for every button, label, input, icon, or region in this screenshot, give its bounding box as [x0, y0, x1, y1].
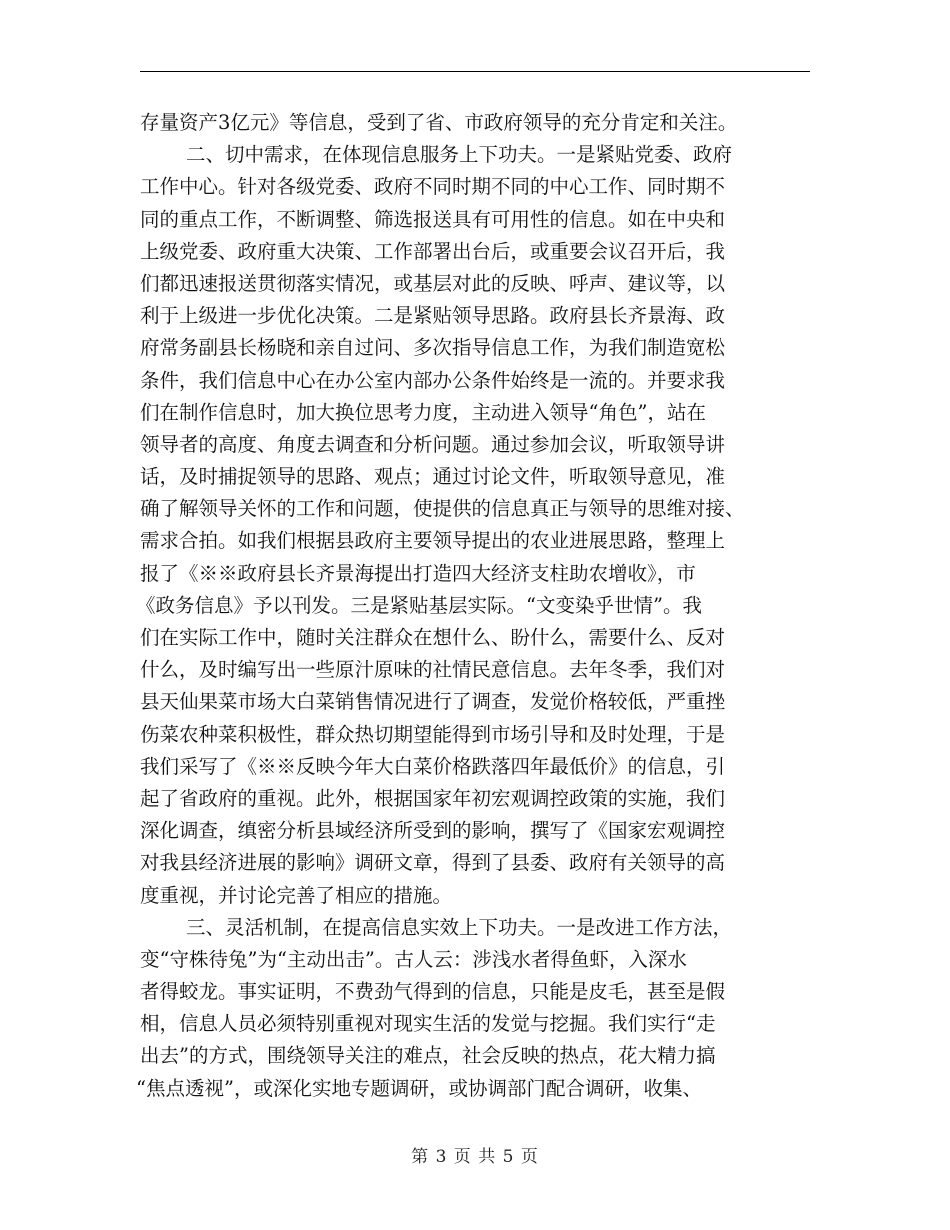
- text-line: 上级党委、政府重大决策、工作部署出台后，或重要会议召开后，我: [140, 239, 726, 263]
- text-line: 领导者的高度、角度去调查和分析问题。通过参加会议，听取领导讲: [140, 432, 726, 456]
- text-line: 什么，及时编写出一些原汁原味的社情民意信息。去年冬季，我们对: [140, 658, 726, 682]
- text-line: 二、切中需求，在体现信息服务上下功夫。一是紧贴党委、政府: [186, 143, 733, 167]
- page-footer: [0, 1146, 950, 1168]
- text-line: 们在制作信息时，加大换位思考力度，主动进入领导“角色”，站在: [140, 400, 706, 424]
- text-line: 报了《※※政府县长齐景海提出打造四大经济支柱助农增收》，市: [140, 561, 696, 585]
- text-line: 出去”的方式，围绕领导关注的难点，社会反映的热点，花大精力搞: [140, 1044, 716, 1068]
- text-line: 话，及时捕捉领导的思路、观点；通过讨论文件，听取领导意见，准: [140, 465, 726, 489]
- text-line: 府常务副县长杨晓和亲自过问、多次指导信息工作，为我们制造宽松: [140, 336, 726, 360]
- text-line: 相，信息人员必须特别重视对现实生活的发觉与挖掘。我们实行“走: [140, 1012, 716, 1036]
- text-line: 需求合拍。如我们根据县政府主要领导提出的农业进展思路，整理上: [140, 529, 726, 553]
- text-line: 变“守株待兔”为“主动出击”。古人云：涉浅水者得鱼虾，入深水: [140, 947, 687, 971]
- text-line: 三、灵活机制，在提高信息实效上下功夫。一是改进工作方法，: [186, 915, 733, 939]
- text-line: 利于上级进一步优化决策。二是紧贴领导思路。政府县长齐景海、政: [140, 304, 726, 328]
- text-line: 确了解领导关怀的工作和问题，使提供的信息真正与领导的思维对接、: [140, 497, 745, 521]
- body-text: [136, 107, 812, 1105]
- text-line: 县天仙果菜市场大白菜销售情况进行了调查，发觉价格较低，严重挫: [140, 690, 726, 714]
- text-line: 存量资产3亿元》等信息，受到了省、市政府领导的充分肯定和关注。: [140, 111, 738, 134]
- text-line: “焦点透视”，或深化实地专题调研，或协调部门配合调研，收集、: [136, 1076, 702, 1100]
- text-line: 对我县经济进展的影响》调研文章，得到了县委、政府有关领导的高: [140, 851, 726, 875]
- text-line: 度重视，并讨论完善了相应的措施。: [140, 883, 453, 907]
- text-line: 同的重点工作，不断调整、筛选报送具有可用性的信息。如在中央和: [140, 207, 726, 231]
- text-line: 条件，我们信息中心在办公室内部办公条件始终是一流的。并要求我: [140, 368, 726, 392]
- header-rule: [140, 71, 810, 72]
- text-line: 们在实际工作中，随时关注群众在想什么、盼什么，需要什么、反对: [140, 626, 726, 649]
- text-line: 工作中心。针对各级党委、政府不同时期不同的中心工作、同时期不: [140, 175, 726, 199]
- page-number-label: 第 3 页 共 5 页: [411, 1147, 539, 1167]
- text-line: 我们采写了《※※反映今年大白菜价格跌落四年最低价》的信息，引: [140, 754, 726, 778]
- text-line: 深化调查，缜密分析县域经济所受到的影响，撰写了《国家宏观调控: [140, 819, 726, 843]
- text-line: 者得蛟龙。事实证明，不费劲气得到的信息，只能是皮毛，甚至是假: [140, 980, 726, 1004]
- text-line: 伤菜农种菜积极性，群众热切期望能得到市场引导和及时处理，于是: [140, 722, 726, 746]
- text-line: 《政务信息》予以刊发。三是紧贴基层实际。“文变染乎世情”。我: [136, 593, 702, 617]
- text-line: 们都迅速报送贯彻落实情况，或基层对此的反映、呼声、建议等，以: [140, 271, 726, 295]
- text-line: 起了省政府的重视。此外，根据国家年初宏观调控政策的实施，我们: [140, 786, 726, 810]
